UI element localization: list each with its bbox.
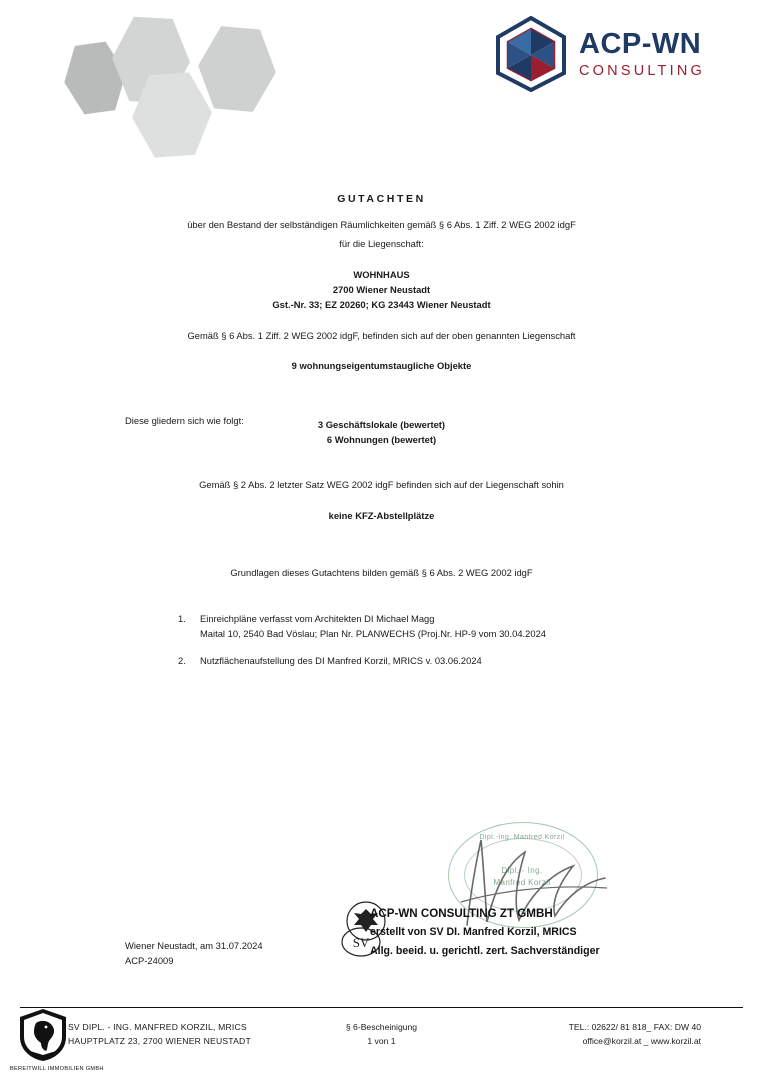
signature-block: [370, 904, 700, 961]
footer-email-web: office@korzil.at _ www.korzil.at: [582, 1036, 701, 1046]
stamp-top-text: Dipl.-Ing. Manfred Korzil: [479, 834, 565, 841]
list-item-line: Maital 10, 2540 Bad Vöslau; Plan Nr. PLANWECHS (Proj.Nr. HP-9 vom 30.04.2024: [200, 627, 546, 639]
statement-2: Gemäß § 2 Abs. 2 letzter Satz WEG 2002 idgF befinden sich auf der Liegenschaft sohin: [199, 479, 564, 490]
footer-right: [569, 1020, 701, 1048]
brand-subtitle: CONSULTING: [579, 62, 705, 79]
footer-left-line-1: SV DIPL. - ING. MANFRED KORZIL, MRICS: [68, 1022, 247, 1032]
place-date: Wiener Neustadt, am 31.07.2024: [125, 940, 263, 951]
subtitle-line-2: für die Liegenschaft:: [339, 238, 424, 249]
subtitle-line-1: über den Bestand der selbständigen Räumlichkeiten gemäß § 6 Abs. 1 Ziff. 2 WEG 2002 idgF: [187, 219, 576, 230]
brand-name: ACP-WN: [579, 27, 702, 60]
place-date-block: [125, 938, 263, 968]
footer-page-number: 1 von 1: [367, 1036, 396, 1046]
breakdown-intro: Diese gliedern sich wie folgt:: [125, 415, 244, 426]
basis-intro: Grundlagen dieses Gutachtens bilden gemäß § 6 Abs. 2 WEG 2002 idgF: [230, 567, 533, 578]
property-line-2: 2700 Wiener Neustadt: [332, 284, 431, 295]
signature-company: ACP-WN CONSULTING ZT GMBH: [370, 907, 553, 920]
list-item-index: 1.: [178, 613, 186, 624]
list-item-line: Nutzflächenaufstellung des DI Manfred Korzil, MRICS v. 03.06.2024: [200, 655, 482, 666]
objects-count: 9 wohnungseigentumstaugliche Objekte: [291, 360, 472, 371]
list-item-index: 2.: [178, 655, 186, 666]
property-line-1: WOHNHAUS: [353, 269, 410, 280]
list-item: [178, 612, 638, 641]
list-item-text: [200, 612, 546, 641]
document-reference: ACP-24009: [125, 955, 174, 966]
breakdown-item-1: 6 Wohnungen (bewertet): [326, 434, 437, 445]
basis-list: [178, 612, 638, 682]
statement-1: Gemäß § 6 Abs. 1 Ziff. 2 WEG 2002 idgF, befinden sich auf der oben genannten Liegenschaft: [187, 330, 576, 341]
list-item-text: [200, 654, 482, 669]
document-footer: [0, 1010, 763, 1080]
brand-logo: [495, 16, 705, 92]
parking-statement: keine KFZ-Abstellplätze: [328, 510, 435, 521]
signature-created-by: erstellt von SV DI. Manfred Korzil, MRICS: [370, 926, 577, 938]
footer-left-line-2: HAUPTPLATZ 23, 2700 WIENER NEUSTADT: [68, 1036, 251, 1046]
hexagon-shape: [194, 23, 279, 115]
list-item: [178, 654, 638, 669]
breakdown-item-0: 3 Geschäftslokale (bewertet): [317, 419, 446, 430]
svg-text:SV: SV: [352, 935, 370, 950]
footer-divider: [20, 1007, 743, 1008]
stamp-line-1: Dipl. - Ing.: [501, 866, 543, 875]
property-line-3: Gst.-Nr. 33; EZ 20260; KG 23443 Wiener Neustadt: [272, 299, 491, 310]
document-header: [0, 0, 763, 160]
signature-qualification: Allg. beeid. u. gerichtl. zert. Sachverständiger: [370, 945, 600, 957]
acp-wn-hexagon-icon: [495, 16, 567, 92]
hexagon-cluster-logo-icon: [60, 10, 300, 150]
footer-phone: TEL.: 02622/ 81 818_ FAX: DW 40: [568, 1022, 701, 1032]
page-title: GUTACHTEN: [337, 193, 426, 205]
stamp-line-2: Manfred Korzil: [493, 878, 551, 887]
list-item-line: Einreichpläne verfasst vom Architekten DI Michael Magg: [200, 613, 435, 624]
footer-center-line-1: § 6-Bescheinigung: [345, 1022, 418, 1032]
brand-text: [579, 27, 705, 79]
horse-logo-caption: BEREITWILL IMMOBILIEN GMBH: [10, 1066, 104, 1072]
